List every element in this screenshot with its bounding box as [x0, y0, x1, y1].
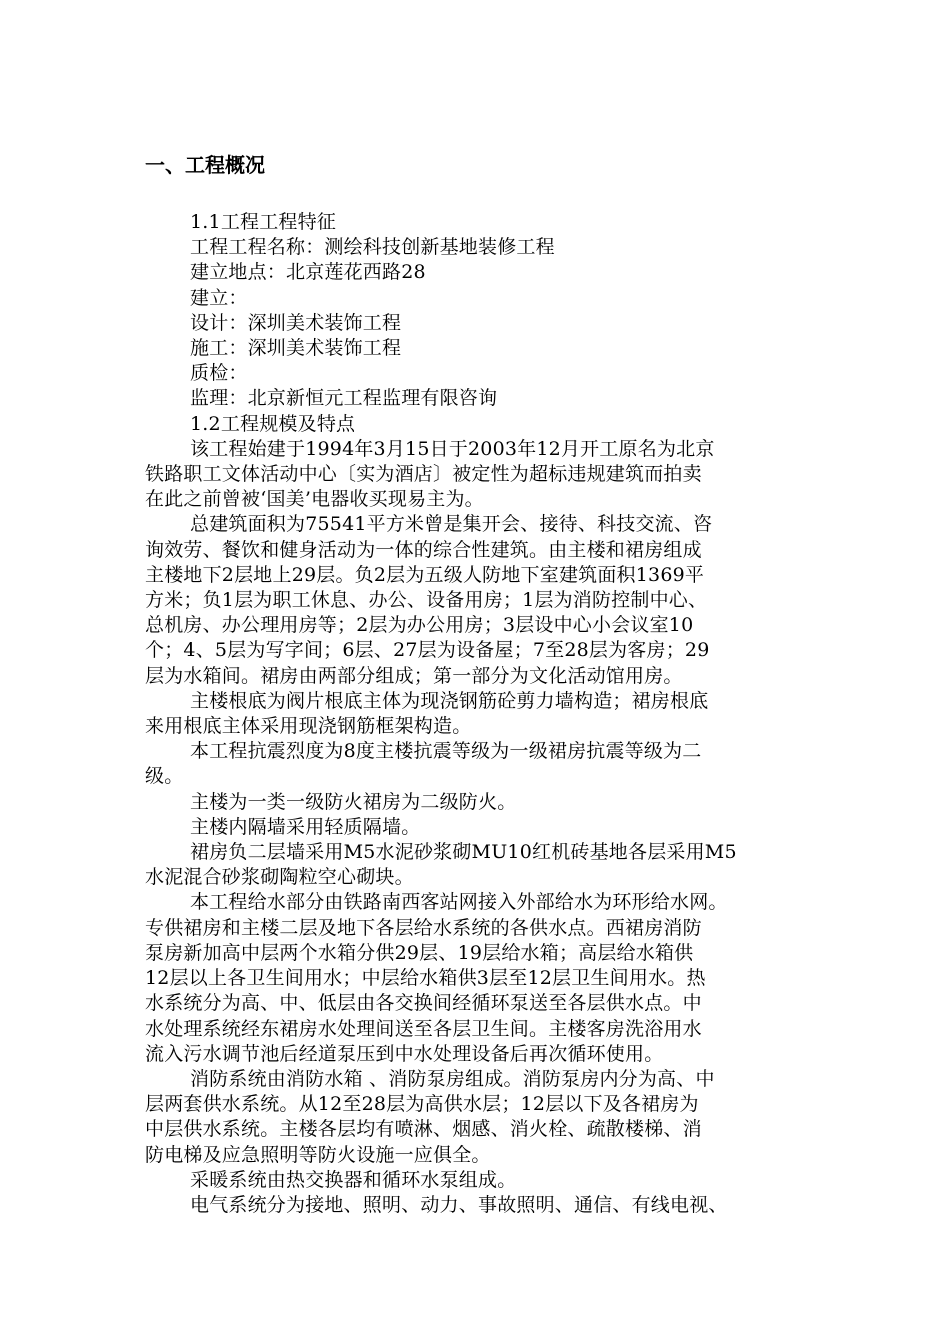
text-line: 层两套供水系统。从12至28层为高供水层；12层以下及各裙房为: [145, 1093, 699, 1116]
text-line: 水系统分为高、中、低层由各交换间经循环泵送至各层供水点。中: [145, 992, 702, 1015]
text-line: 主楼为一类一级防火裙房为二级防火。: [190, 790, 517, 813]
text-line: 建立：: [190, 286, 248, 309]
text-line: 个；4、5层为写字间；6层、27层为设备屋；7至28层为客房；29: [145, 639, 710, 662]
text-line: 电气系统分为接地、照明、动力、事故照明、通信、有线电视、: [190, 1193, 728, 1216]
text-line: 监理：北京新恒元工程监理有限咨询: [190, 387, 498, 410]
text-line: 专供裙房和主楼二层及地下各层给水系统的各供水点。西裙房消防: [145, 916, 702, 939]
text-line: 采暖系统由热交换器和循环水泵组成。: [190, 1168, 517, 1191]
text-line: 在此之前曾被‘国美’电器收买现易主为。: [145, 488, 484, 511]
text-line: 设计：深圳美术装饰工程: [190, 311, 402, 334]
text-line: 建立地点：北京莲花西路28: [190, 261, 426, 284]
section-heading: 一、工程概况: [145, 153, 265, 177]
text-line: 消防系统由消防水箱 、消防泵房组成。消防泵房内分为高、中: [190, 1067, 715, 1090]
text-line: 12层以上各卫生间用水；中层给水箱供3层至12层卫生间用水。热: [145, 967, 706, 990]
text-line: 裙房负二层墙采用M5水泥砂浆砌MU10红机砖基地各层采用M5: [190, 841, 737, 864]
text-line: 泵房新加高中层两个水箱分供29层、19层给水箱；高层给水箱供: [145, 941, 694, 964]
text-line: 质检：: [190, 362, 248, 385]
text-line: 方米；负1层为职工休息、办公、设备用房；1层为消防控制中心、: [145, 589, 708, 612]
text-line: 本工程抗震烈度为8度主楼抗震等级为一级裙房抗震等级为二: [190, 740, 702, 763]
text-line: 施工：深圳美术装饰工程: [190, 337, 402, 360]
text-line: 水处理系统经东裙房水处理间送至各层卫生间。主楼客房洗浴用水: [145, 1017, 702, 1040]
text-line: 水泥混合砂浆砌陶粒空心砌块。: [145, 866, 414, 889]
body-text: [145, 210, 820, 1218]
text-line: 询效劳、餐饮和健身活动为一体的综合性建筑。由主楼和裙房组成: [145, 538, 702, 561]
text-line: 该工程始建于1994年3月15日于2003年12月开工原名为北京: [190, 437, 715, 460]
text-line: 中层供水系统。主楼各层均有喷淋、烟感、消火栓、疏散楼梯、消: [145, 1118, 702, 1141]
text-line: 1.2工程规模及特点: [190, 412, 356, 435]
text-line: 级。: [145, 765, 184, 788]
text-line: 流入污水调节池后经道泵压到中水处理设备后再次循环使用。: [145, 1042, 664, 1065]
text-line: 层为水箱间。裙房由两部分组成；第一部分为文化活动馆用房。: [145, 664, 683, 687]
text-line: 防电梯及应急照明等防火设施一应俱全。: [145, 1143, 491, 1166]
text-line: 铁路职工文体活动中心〔实为酒店〕被定性为超标违规建筑而拍卖: [145, 463, 702, 486]
text-line: 工程工程名称：测绘科技创新基地装修工程: [190, 236, 555, 259]
text-line: 来用根底主体采用现浇钢筋框架构造。: [145, 715, 472, 738]
text-line: 总建筑面积为75541平方米曾是集开会、接待、科技交流、咨: [190, 513, 713, 536]
text-line: 1.1工程工程特征: [190, 211, 337, 233]
text-line: 本工程给水部分由铁路南西客站网接入外部给水为环形给水网。: [190, 891, 728, 914]
text-line: 主楼内隔墙采用轻质隔墙。: [190, 815, 421, 838]
text-line: 主楼地下2层地上29层。负2层为五级人防地下室建筑面积1369平: [145, 563, 705, 586]
text-line: 总机房、办公理用房等；2层为办公用房；3层设中心小会议室10: [145, 614, 694, 637]
text-line: 主楼根底为阀片根底主体为现浇钢筋砼剪力墙构造；裙房根底: [190, 689, 709, 712]
